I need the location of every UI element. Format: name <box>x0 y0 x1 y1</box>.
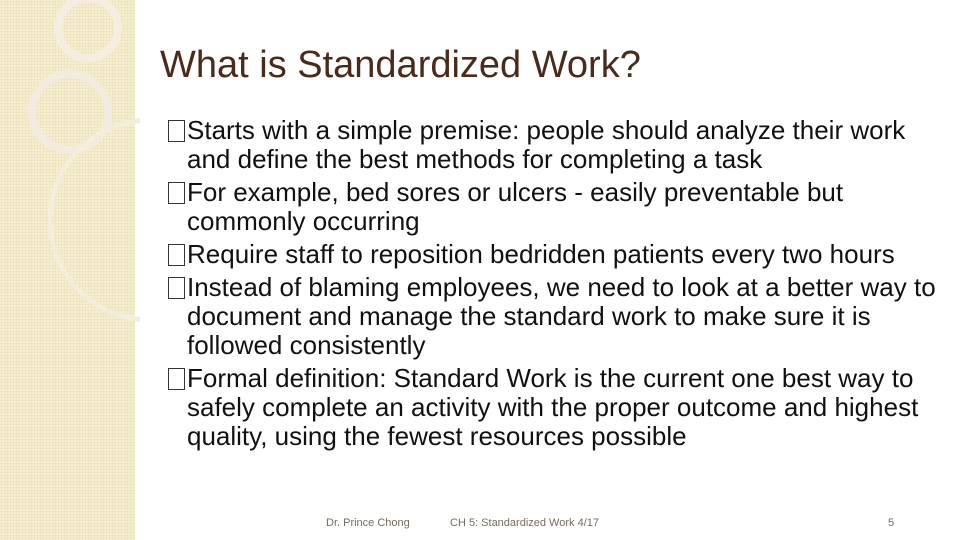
bullet-item: Require staff to reposition bedridden patients every two hours <box>168 240 948 269</box>
bullet-item: Starts with a simple premise: people should analyze their work and define the best methods for completing a task <box>168 116 948 174</box>
footer-chapter: CH 5: Standardized Work 4/17 <box>450 517 599 529</box>
bullet-glyph-icon <box>168 368 185 390</box>
bullet-item: Instead of blaming employees, we need to look at a better way to document and manage the standard work to make sure it is followed consistently <box>168 273 948 360</box>
ring-decoration <box>0 0 140 540</box>
bullet-item: Formal definition: Standard Work is the current one best way to safely complete an activity with the proper outcome and highest quality, using the fewest resources possible <box>168 364 948 451</box>
bullet-list <box>168 116 948 455</box>
bullet-glyph-icon <box>168 182 185 204</box>
bullet-item: For example, bed sores or ulcers - easily preventable but commonly occurring <box>168 178 948 236</box>
bullet-glyph-icon <box>168 277 185 299</box>
footer-page-number: 5 <box>888 517 895 529</box>
footer-author: Dr. Prince Chong <box>326 517 410 529</box>
bullet-glyph-icon <box>168 120 185 142</box>
bullet-glyph-icon <box>168 244 185 266</box>
slide-title: What is Standardized Work? <box>160 44 641 86</box>
